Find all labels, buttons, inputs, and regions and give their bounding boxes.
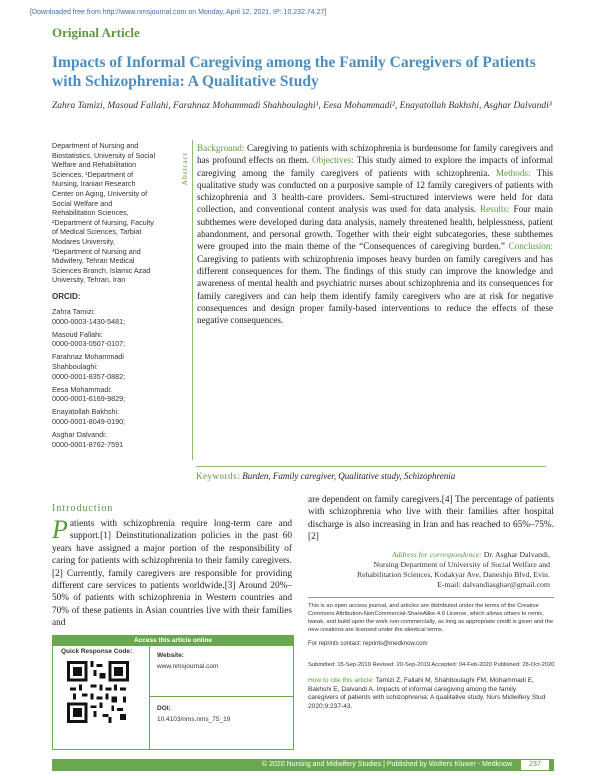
download-note: [Downloaded free from http://www.nmsjournal.com on Monday, April 12, 2021, IP: 10.232.74.27]	[30, 9, 327, 16]
orcid-entry: Enayatollah Bakhshi: 0000-0001-8049-0190;	[52, 407, 126, 426]
citation	[308, 677, 548, 711]
abstract-label: Abstract	[180, 152, 189, 186]
submission-dates: Submitted: 15-Sep-2019 Revised: 20-Sep-2019 Accepted: 04-Feb-2020 Published: 28-Oct-2020	[308, 662, 555, 668]
doi-link[interactable]: 10.4103/nms.nms_75_19	[157, 716, 231, 723]
abstract-background-heading: Background:	[197, 143, 245, 153]
orcid-entry: Masoud Fallahi: 0000-0003-0507-0107;	[52, 329, 126, 349]
citation-text: Tamizi Z, Fallahi M, Shahboulaghi FM, Mohammadi E, Bakhshi E, Dalvandi A. Impacts of informal caregiving among the family caregivers of patients with schizophrenia: A qualitative study. Nurs Midwifery Stud 2020;9:237-43.	[308, 677, 546, 710]
orcid-heading: ORCID:	[52, 292, 81, 301]
qr-label: Quick Response Code:	[61, 648, 133, 655]
access-box-divider	[150, 696, 293, 697]
divider	[308, 597, 554, 598]
access-box-divider	[149, 646, 150, 749]
abstract-methods: This qualitative study was conducted on a purposive sample of 12 family caregivers of patients with schizophrenia and 3 health-care providers. Semi-structured interviews were held for data collection, and conventional content analysis was used for data analysis.	[197, 167, 553, 215]
abstract-conclusion: Caregiving to patients with schizophrenia imposes heavy burden on family caregivers and has different consequences for them. The findings of this study can improve the knowledge and awareness of mental health and psychiatric nurses about schizophrenia and its consequences for family caregivers and can help them identify family caregivers who are at risk for negative consequences and design proper family-based interventions to reduce the effects of these negative consequences.	[197, 253, 553, 326]
abstract-objectives-heading: Objectives:	[312, 155, 354, 166]
reprints-note: For reprints contact: reprints@medknow.com	[308, 641, 428, 647]
license-text: This is an open access journal, and articles are distributed under the terms of the Creative Commons Attribution-NonCommercial-ShareAlike 4.0 License, which allows others to remix, tweak, and build upon the work non-commercially, as long as appropriate credit is given and the new creations are licensed under the identical terms.	[308, 603, 554, 633]
abstract-results: Four main subthemes were developed during data analysis, namely threatened health, helplessness, patient abandonment, and personal growth. Together with their eight subcategories, these subthemes were grouped into the main theme of the “Consequences of caregiving burden.”	[197, 204, 553, 252]
introduction-col1	[52, 515, 292, 630]
keywords-list: Burden, Family caregiver, Qualitative study, Schizophrenia	[242, 471, 456, 481]
drop-cap: P	[52, 515, 68, 544]
introduction-col2: are dependent on family caregivers.[4] The percentage of patients with schizophrenia who live with their families after hospital discharge is also increasing in Iran and has reached to 65%–75%.[2]	[308, 495, 554, 543]
orcid-entry: Zahra Tamizi: 0000-0003-1430-5481;	[52, 307, 126, 326]
citation-heading: How to cite this article:	[308, 677, 374, 684]
website-link[interactable]: www.nmsjournal.com	[157, 663, 219, 670]
correspondence-line1: Nursing Department of University of Social Welfare and	[373, 560, 550, 569]
doi-label: DOI:	[157, 705, 171, 712]
abstract-methods-heading: Methods:	[495, 167, 531, 178]
footer-text: © 2020 Nursing and Midwifery Studies | Published by Wolters Kluwer - Medknow	[261, 761, 512, 768]
orcid-entry: Asghar Dalvandi: 0000-0001-8762-7591	[52, 429, 124, 449]
correspondence-email[interactable]: E-mail: dalvandiasghar@gmail.com	[437, 580, 550, 589]
keywords-heading: Keywords:	[196, 471, 240, 481]
orcid-list	[52, 307, 158, 452]
abstract-results-heading: Results:	[480, 204, 510, 215]
abstract-sidebar	[178, 140, 193, 460]
website-label: Website:	[157, 652, 184, 659]
correspondence-name: Dr. Asghar Dalvandi,	[483, 550, 550, 559]
author-list: Zahra Tamizi, Masoud Fallahi, Farahnaz Mohammadi Shahboulaghi¹, Eesa Mohammadi², Enayatollah Bakhshi, Asghar Dalvandi³	[52, 101, 552, 111]
introduction-heading: Introduction	[52, 503, 114, 514]
affiliations: Department of Nursing and Biostatistics, University of Social Welfare and Rehabilitation Sciences, ¹Department of Nursing, Iranian Research Center on Aging, University of Social Welfare and Rehabilitation Sciences, ²Department of Nursing, Faculty of Medical Sciences, Tarbiat Modares University, ³Department of Nursing and Midwifery, Tehran Medical Sciences Branch, Islamic Azad University, Tehran, Iran	[52, 141, 156, 285]
orcid-entry: Farahnaz Mohammadi Shahboulaghi: 0000-0001-8357-0882;	[52, 352, 126, 381]
access-box-header: Access this article online	[53, 636, 293, 646]
qr-code-icon[interactable]	[67, 661, 129, 723]
article-title: Impacts of Informal Caregiving among the Family Caregivers of Patients with Schizophrenia: A Qualitative Study	[52, 54, 536, 90]
abstract-text	[197, 142, 553, 326]
abstract-conclusion-heading: Conclusion:	[508, 241, 553, 252]
page-footer	[52, 759, 554, 771]
intro-text: atients with schizophrenia require long-term care and support.[1] Deinstitutionalization policies in the past 60 years have assigned a major portion of the responsibility of caring for patients with schizophrenia to their family caregivers.[2] Currently, family caregivers are responsible for providing different care services to patients worldwide.[3] Around 20%–50% of patients with schizophrenia in Western countries and 70% of these patients in Asian countries live with their families and	[52, 519, 292, 629]
page-number: 237	[520, 759, 550, 771]
keywords	[196, 466, 546, 481]
abstract-background: Caregiving to patients with schizophrenia is burdensome for family caregivers and has profound effects on them.	[197, 143, 554, 166]
correspondence	[350, 550, 550, 590]
article-type: Original Article	[52, 25, 140, 40]
abstract-section	[178, 140, 554, 460]
access-box	[52, 635, 294, 750]
correspondence-heading: Address for correspondence:	[391, 550, 482, 559]
abstract-objectives: This study aimed to explore the impacts of informal caregiving among the family caregivers of patients with schizophrenia.	[197, 155, 554, 178]
correspondence-line2: Rehabilitation Sciences, Kodakyar Ave, Daneshjo Blvd, Evin.	[356, 570, 550, 579]
orcid-entry: Eesa Mohammadi: 0000-0001-6169-9829;	[52, 384, 126, 404]
